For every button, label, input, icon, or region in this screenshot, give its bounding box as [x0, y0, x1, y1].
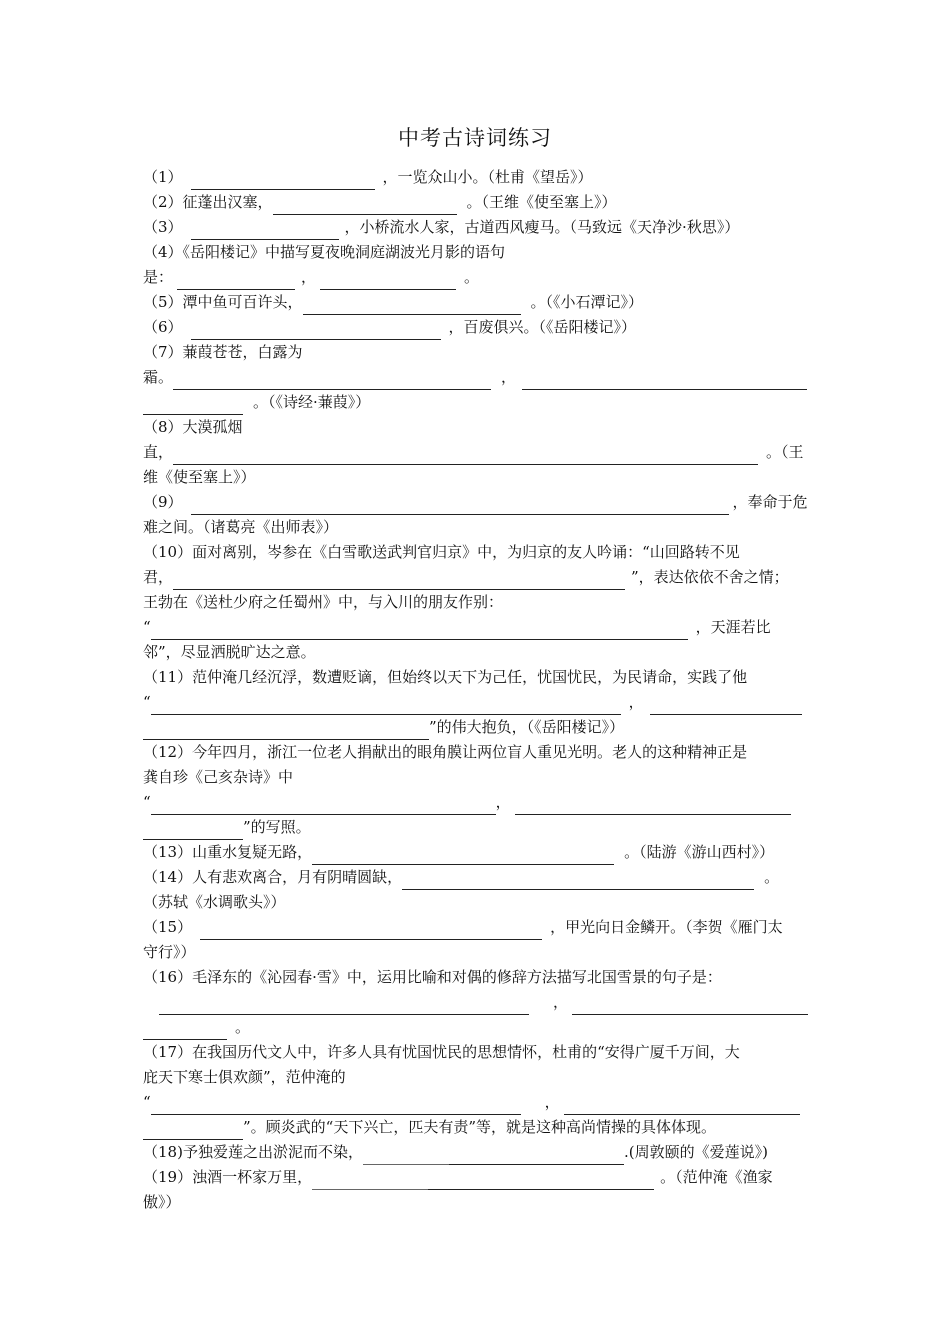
q19-answer-blank-thin[interactable]: [312, 1172, 428, 1190]
question-10-line1: （10）面对离别，岑参在《白雪歌送武判官归京》中，为归京的友人吟诵：“山回路转不见: [143, 543, 740, 561]
q3-text: ，小桥流水人家，古道西风瘦马。（马致远《天净沙·秋思》）: [344, 218, 740, 236]
question-15-line2: 守行》）: [143, 943, 196, 961]
q11-open-quote: “: [143, 693, 151, 711]
q11-answer-blank-1[interactable]: [151, 697, 621, 715]
q9-number: （9）: [143, 493, 183, 511]
q12-open-quote: “: [143, 793, 151, 811]
q10-open-quote: “: [143, 618, 151, 636]
q17-comma: ，: [544, 1093, 560, 1111]
page-title: 中考古诗词练习: [398, 126, 552, 150]
question-10-line4: [143, 615, 808, 640]
q18-answer-blank[interactable]: [449, 1147, 624, 1165]
q17-open-quote: “: [143, 1093, 151, 1111]
q4-prefix: 是：: [143, 268, 174, 286]
question-14-line2: （苏轼《水调歌头》）: [143, 893, 286, 911]
question-12-line1: （12）今年四月，浙江一位老人捐献出的眼角膜让两位盲人重见光明。老人的这种精神正是: [143, 743, 748, 761]
q18-text: （18)予独爱莲之出淤泥而不染，: [143, 1143, 363, 1161]
q12-text: ”的写照。: [243, 818, 311, 836]
q6-text: ，百废俱兴。（《岳阳楼记》）: [448, 318, 637, 336]
question-12-line3: [143, 790, 808, 815]
q7-source: 。（《诗经·蒹葭》）: [253, 393, 371, 411]
q6-number: （6）: [143, 318, 183, 336]
q12-answer-blank-1[interactable]: [151, 797, 496, 815]
q12-comma: ，: [495, 793, 511, 811]
q4-comma: ，: [301, 268, 317, 286]
question-3: [143, 215, 808, 240]
question-10-line5: 邻”，尽显洒脱旷达之意。: [143, 643, 316, 661]
q10-text: ”，表达依依不舍之情；: [631, 568, 789, 586]
q13-text: （13）山重水复疑无路，: [143, 843, 313, 861]
question-17-line1: （17）在我国历代文人中，许多人具有忧国忧民的思想情怀，杜甫的“安得广厦千万间，大: [143, 1043, 740, 1061]
question-18: [143, 1140, 808, 1165]
question-10-line3: 王勃在《送杜少府之任蜀州》中，与入川的朋友作别：: [143, 593, 504, 611]
question-17-line4: [143, 1115, 808, 1140]
q16-answer-blank-1[interactable]: [159, 997, 529, 1015]
q17-text: ”。顾炎武的“天下兴亡，匹夫有责”等，就是这种高尚情操的具体体现。: [243, 1118, 717, 1136]
q4-answer-blank-1[interactable]: [177, 272, 295, 290]
q5-answer-blank[interactable]: [303, 297, 521, 315]
q13-answer-blank[interactable]: [312, 847, 614, 865]
q19-source: 。（范仲淹《渔家: [660, 1168, 773, 1186]
question-12-line2: 龚自珍《己亥杂诗》中: [143, 768, 294, 786]
q18-answer-blank-thin[interactable]: [363, 1147, 449, 1165]
question-7-line3: [143, 390, 808, 415]
q16-answer-blank-3[interactable]: [143, 1022, 227, 1040]
question-4-line1: （4）《岳阳楼记》中描写夏夜晚洞庭湖波光月影的语句: [143, 243, 506, 261]
q15-number: （15）: [143, 918, 193, 936]
question-19-line2: 傲》）: [143, 1193, 181, 1211]
q10-answer-blank-1[interactable]: [173, 572, 625, 590]
q18-source: .(周敦颐的《爱莲说》): [623, 1143, 768, 1161]
question-4-line2: [143, 265, 808, 290]
q13-source: 。（陆游《游山西村》）: [624, 843, 775, 861]
question-1: [143, 165, 808, 190]
question-16-line2: [143, 990, 808, 1015]
q17-answer-blank-3[interactable]: [143, 1122, 243, 1140]
q7-answer-blank-1[interactable]: [173, 372, 491, 390]
question-12-line4: [143, 815, 808, 840]
q1-text: ，一览众山小。（杜甫《望岳》）: [382, 168, 593, 186]
question-16-line1: （16）毛泽东的《沁园春·雪》中，运用比喻和对偶的修辞方法描写北国雪景的句子是：: [143, 968, 722, 986]
question-9-line1: [143, 490, 808, 515]
q17-answer-blank-1[interactable]: [151, 1097, 521, 1115]
q11-answer-blank-3[interactable]: [143, 722, 429, 740]
q4-end: 。: [464, 268, 480, 286]
q15-text: ，甲光向日金鳞开。（李贺《雁门太: [550, 918, 783, 936]
q2-answer-blank[interactable]: [273, 197, 457, 215]
q7-answer-blank-2[interactable]: [522, 372, 807, 390]
q6-answer-blank[interactable]: [191, 322, 441, 340]
question-7-line1: （7）蒹葭苍苍，白露为: [143, 343, 303, 361]
q15-answer-blank[interactable]: [200, 922, 542, 940]
q9-answer-blank[interactable]: [191, 497, 729, 515]
question-9-line2: 难之间。（诸葛亮《出师表》）: [143, 518, 339, 536]
q16-end: 。: [235, 1018, 251, 1036]
q14-text: （14）人有悲欢离合，月有阴晴圆缺，: [143, 868, 403, 886]
q10-text-2: ，天涯若比: [695, 618, 771, 636]
q3-answer-blank[interactable]: [191, 222, 339, 240]
q8-prefix: 直，: [143, 443, 174, 461]
q14-end: 。: [764, 868, 780, 886]
q11-answer-blank-2[interactable]: [650, 697, 802, 715]
question-7-line2: [143, 365, 808, 390]
question-10-line2: [143, 565, 808, 590]
q8-answer-blank[interactable]: [173, 447, 758, 465]
q2-source: 。（王维《使至塞上》）: [466, 193, 617, 211]
q9-text: ，奉命于危: [732, 493, 808, 511]
question-2: [143, 190, 808, 215]
q12-answer-blank-3[interactable]: [143, 822, 243, 840]
q12-answer-blank-2[interactable]: [515, 797, 791, 815]
q19-answer-blank[interactable]: [428, 1172, 654, 1190]
question-14-line1: [143, 865, 808, 890]
q7-answer-blank-3[interactable]: [143, 397, 243, 415]
question-11-line1: （11）范仲淹几经沉浮，数遭贬谪，但始终以天下为己任，忧国忧民，为民请命，实践了他: [143, 668, 748, 686]
q5-source: 。（《小石潭记》）: [530, 293, 644, 311]
question-8-line2: [143, 440, 808, 465]
question-8-line3: 维《使至塞上》）: [143, 468, 256, 486]
question-11-line3: [143, 715, 808, 740]
question-15-line1: [143, 915, 808, 940]
q2-text: （2）征蓬出汉塞，: [143, 193, 273, 211]
q19-text: （19）浊酒一杯家万里，: [143, 1168, 313, 1186]
q8-source-start: 。（王: [766, 443, 804, 461]
question-13: [143, 840, 808, 865]
question-16-line3: [143, 1015, 808, 1040]
q7-prefix: 霜。: [143, 368, 174, 386]
q11-text: ”的伟大抱负，（《岳阳楼记》）: [429, 718, 625, 736]
q7-comma: ，: [501, 368, 517, 386]
q16-comma: ，: [553, 993, 569, 1011]
q11-comma: ，: [628, 693, 644, 711]
question-8-line1: （8）大漠孤烟: [143, 418, 243, 436]
question-11-line2: [143, 690, 808, 715]
question-19-line1: [143, 1165, 808, 1190]
question-5: [143, 290, 808, 315]
q10-answer-blank-2[interactable]: [151, 622, 688, 640]
q4-answer-blank-2[interactable]: [320, 272, 456, 290]
q1-number: （1）: [143, 168, 183, 186]
q5-text: （5）潭中鱼可百许头，: [143, 293, 303, 311]
question-6: [143, 315, 808, 340]
question-17-line2: 庇天下寒士俱欢颜”，范仲淹的: [143, 1068, 346, 1086]
q3-number: （3）: [143, 218, 183, 236]
q10-prefix: 君，: [143, 568, 174, 586]
q1-answer-blank[interactable]: [191, 172, 375, 190]
q14-answer-blank[interactable]: [402, 872, 754, 890]
question-17-line3: [143, 1090, 808, 1115]
q16-answer-blank-2[interactable]: [572, 997, 808, 1015]
q17-answer-blank-2[interactable]: [564, 1097, 800, 1115]
